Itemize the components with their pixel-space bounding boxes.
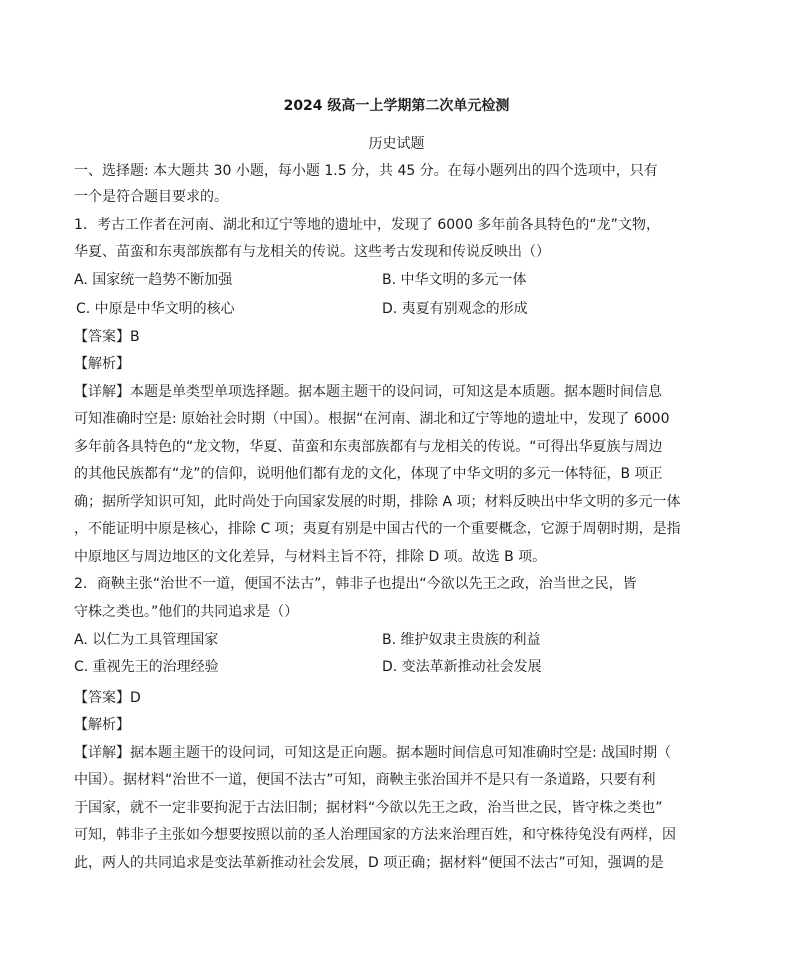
q1-answer: 【答案】B (74, 329, 140, 345)
q1-detail-line-1: 【详解】本题是单类型单项选择题。据本题主题干的设问词，可知这是本质题。据本题时间信息 (74, 384, 662, 400)
q1-option-d: D. 夷夏有别观念的形成 (382, 301, 528, 317)
q2-option-b: B. 维护奴隶主贵族的利益 (382, 632, 541, 648)
q2-detail-line-4: 可知，韩非子主张如今想要按照以前的圣人治理国家的方法来治理百姓，和守株待兔没有两样，因 (74, 827, 676, 843)
q1-detail-line-4: 的其他民族都有“龙”的信仰，说明他们都有龙的文化，体现了中华文明的多元一体特征，B 项正 (74, 466, 663, 482)
q2-option-c: C. 重视先王的治理经验 (74, 659, 219, 675)
q2-detail-line-3: 于国家，就不一定非要拘泥于古法旧制；据材料“今欲以先王之政，治当世之民，皆守株之类也” (74, 800, 663, 816)
q2-analysis-label: 【解析】 (74, 717, 130, 733)
q1-analysis-label: 【解析】 (74, 356, 130, 372)
q1-detail-line-3: 多年前各具特色的“龙文物，华夏、苗蛮和东夷部族都有与龙相关的传说。“可得出华夏族与周边 (74, 439, 663, 455)
q2-option-d: D. 变法革新推动社会发展 (382, 659, 542, 675)
q1-detail-line-5: 确；据所学知识可知，此时尚处于向国家发展的时期，排除 A 项；材料反映出中华文明的多元一体 (74, 494, 681, 510)
q1-option-a: A. 国家统一趋势不断加强 (74, 272, 233, 288)
q1-option-b: B. 中华文明的多元一体 (382, 272, 527, 288)
q2-answer: 【答案】D (74, 690, 141, 706)
exam-title: 2024 级高一上学期第二次单元检测 (283, 98, 510, 114)
q1-stem-line-1: 1．考古工作者在河南、湖北和辽宁等地的遗址中，发现了 6000 多年前各具特色的“龙”文物， (74, 217, 660, 233)
q2-detail-line-5: 此，两人的共同追求是变法革新推动社会发展，D 项正确；据材料“便国不法古”可知，强调的是 (74, 855, 664, 871)
q1-stem-line-2: 华夏、苗蛮和东夷部族都有与龙相关的传说。这些考古发现和传说反映出（） (74, 244, 550, 260)
instructions-line-1: 一、选择题: 本大题共 30 小题，每小题 1.5 分，共 45 分。在每小题列出的四个选项中，只有 (74, 163, 658, 179)
q1-detail-line-7: 中原地区与周边地区的文化差异，与材料主旨不符，排除 D 项。故选 B 项。 (74, 549, 547, 565)
q2-option-a: A. 以仁为工具管理国家 (74, 632, 219, 648)
q2-stem-line-1: 2．商鞅主张“治世不一道，便国不法古”，韩非子也提出“今欲以先王之政，治当世之民，皆 (74, 576, 637, 592)
q1-detail-line-6: ，不能证明中原是核心，排除 C 项；夷夏有别是中国古代的一个重要概念，它源于周朝时期，是指 (74, 521, 681, 537)
q2-detail-line-2: 中国）。据材料“治世不一道，便国不法古”可知，商鞅主张治国并不是只有一条道路，只要有利 (74, 772, 656, 788)
exam-subject: 历史试题 (368, 136, 425, 152)
q2-detail-line-1: 【详解】据本题主题干的设问词，可知这是正向题。据本题时间信息可知准确时空是: 战国时期（ (74, 745, 672, 761)
q2-stem-line-2: 守株之类也。”他们的共同追求是（） (74, 604, 299, 620)
instructions-line-2: 一个是符合题目要求的。 (74, 189, 228, 205)
q1-option-c: C. 中原是中华文明的核心 (76, 301, 235, 317)
q1-detail-line-2: 可知准确时空是: 原始社会时期（中国）。根据“在河南、湖北和辽宁等地的遗址中，发现了 6000 (74, 411, 670, 427)
